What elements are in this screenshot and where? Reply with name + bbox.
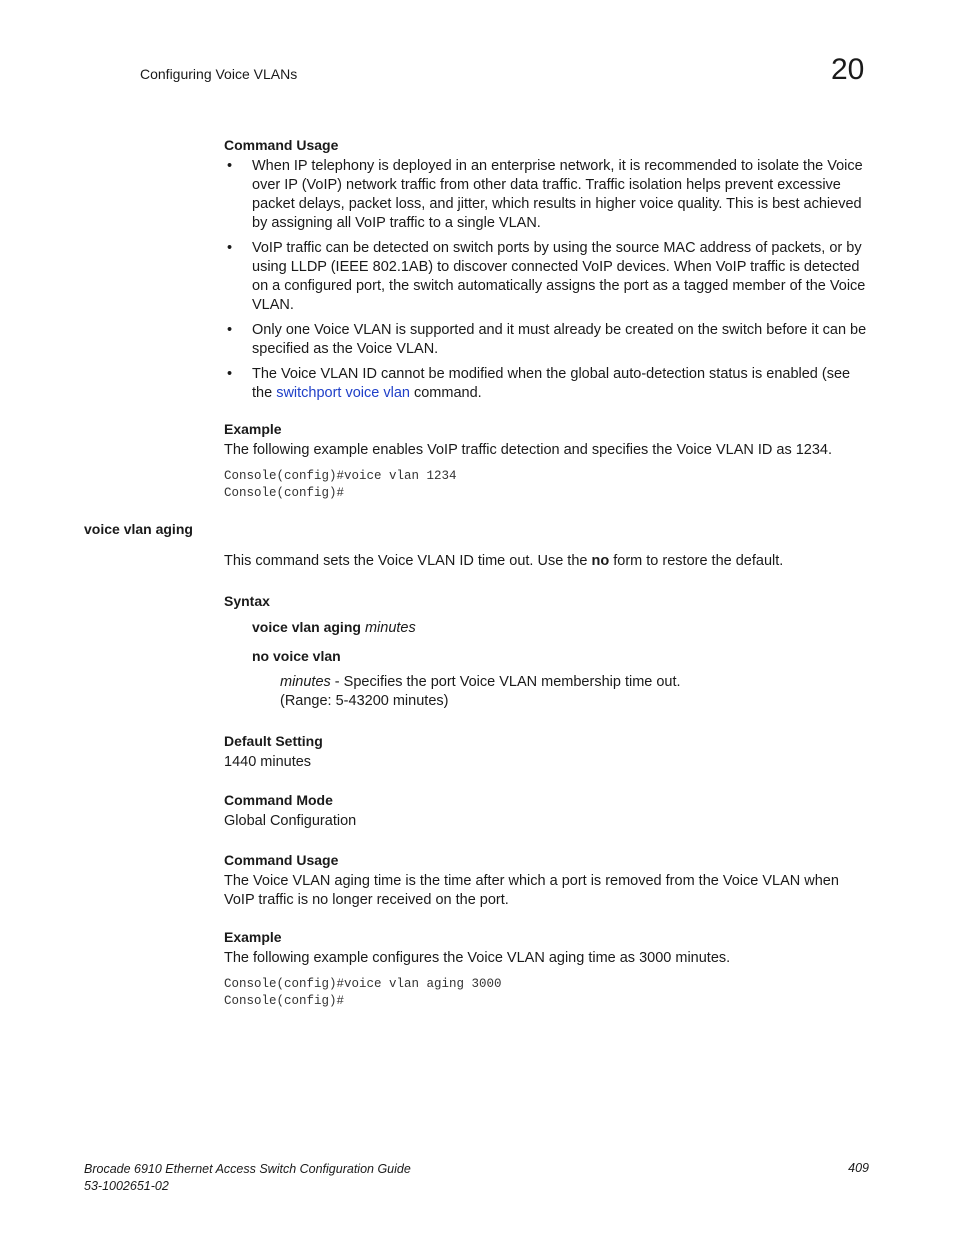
mode-value: Global Configuration — [224, 813, 357, 829]
section-heading: Example — [224, 421, 282, 437]
page-number: 409 — [848, 1161, 869, 1175]
usage-text: The Voice VLAN aging time is the time after which a port is removed from the Voice VLAN when VoIP traffic is no longer received on the port. — [224, 873, 839, 908]
default-value: 1440 minutes — [224, 754, 312, 770]
section-heading: Command Mode — [224, 792, 333, 808]
command-usage-section — [224, 851, 870, 910]
default-setting-section — [224, 732, 870, 772]
running-header: Configuring Voice VLANs — [140, 66, 298, 82]
command-description: This command sets the Voice VLAN ID time out. Use the no form to restore the default. — [224, 553, 784, 569]
list-item: • When IP telephony is deployed in an enterprise network, it is recommended to isolate the Voice over IP (VoIP) network traffic from other data traffic. Traffic isolation helps prevent excessive packet delays, packet loss, and jitter, which results in higher voice quality. This is best achieved by assigning all VoIP traffic to a single VLAN. — [227, 158, 863, 231]
example-text: The following example configures the Voice VLAN aging time as 3000 minutes. — [224, 950, 731, 966]
usage-bullet-list — [224, 157, 870, 403]
command-name: voice vlan aging — [84, 521, 193, 537]
code-block — [224, 976, 870, 1009]
code-line: Console(config)# — [224, 485, 345, 500]
command-mode-section — [224, 791, 870, 831]
example-text: The following example enables VoIP traffic detection and specifies the Voice VLAN ID as 1234. — [224, 442, 833, 458]
document-title: Brocade 6910 Ethernet Access Switch Configuration Guide — [84, 1162, 411, 1176]
code-line: Console(config)#voice vlan 1234 — [224, 469, 457, 483]
section-heading: Syntax — [224, 593, 270, 609]
list-item: • VoIP traffic can be detected on switch ports by using the source MAC address of packets, or by using LLDP (IEEE 802.1AB) to discover connected VoIP devices. When VoIP traffic is detected on a configured port, the switch automatically assigns the port as a tagged member of the Voice VLAN. — [227, 240, 866, 313]
section-heading: Command Usage — [224, 137, 339, 153]
code-line: Console(config)# — [224, 993, 345, 1008]
section-heading: Example — [224, 929, 282, 945]
section-heading: Command Usage — [224, 852, 339, 868]
syntax-line: no voice vlan — [252, 648, 341, 664]
parameter-description: minutes - Specifies the port Voice VLAN membership time out. (Range: 5-43200 minutes) — [280, 674, 681, 709]
page-footer — [84, 1161, 411, 1195]
list-item: • The Voice VLAN ID cannot be modified when the global auto-detection status is enabled (see the switchport voice vlan command. — [227, 366, 851, 401]
code-line: Console(config)#voice vlan aging 3000 — [224, 977, 502, 991]
code-block — [224, 468, 870, 501]
command-usage-section — [224, 136, 870, 409]
document-number: 53-1002651-02 — [84, 1179, 169, 1193]
section-heading: Default Setting — [224, 733, 323, 749]
syntax-line: voice vlan aging minutes — [252, 619, 416, 636]
switchport-voice-vlan-link[interactable]: switchport voice vlan — [276, 385, 410, 401]
example-section — [224, 928, 870, 1009]
example-section — [224, 420, 870, 501]
chapter-number: 20 — [831, 53, 865, 86]
list-item: • Only one Voice VLAN is supported and it must already be created on the switch before it can be specified as the Voice VLAN. — [227, 322, 867, 357]
